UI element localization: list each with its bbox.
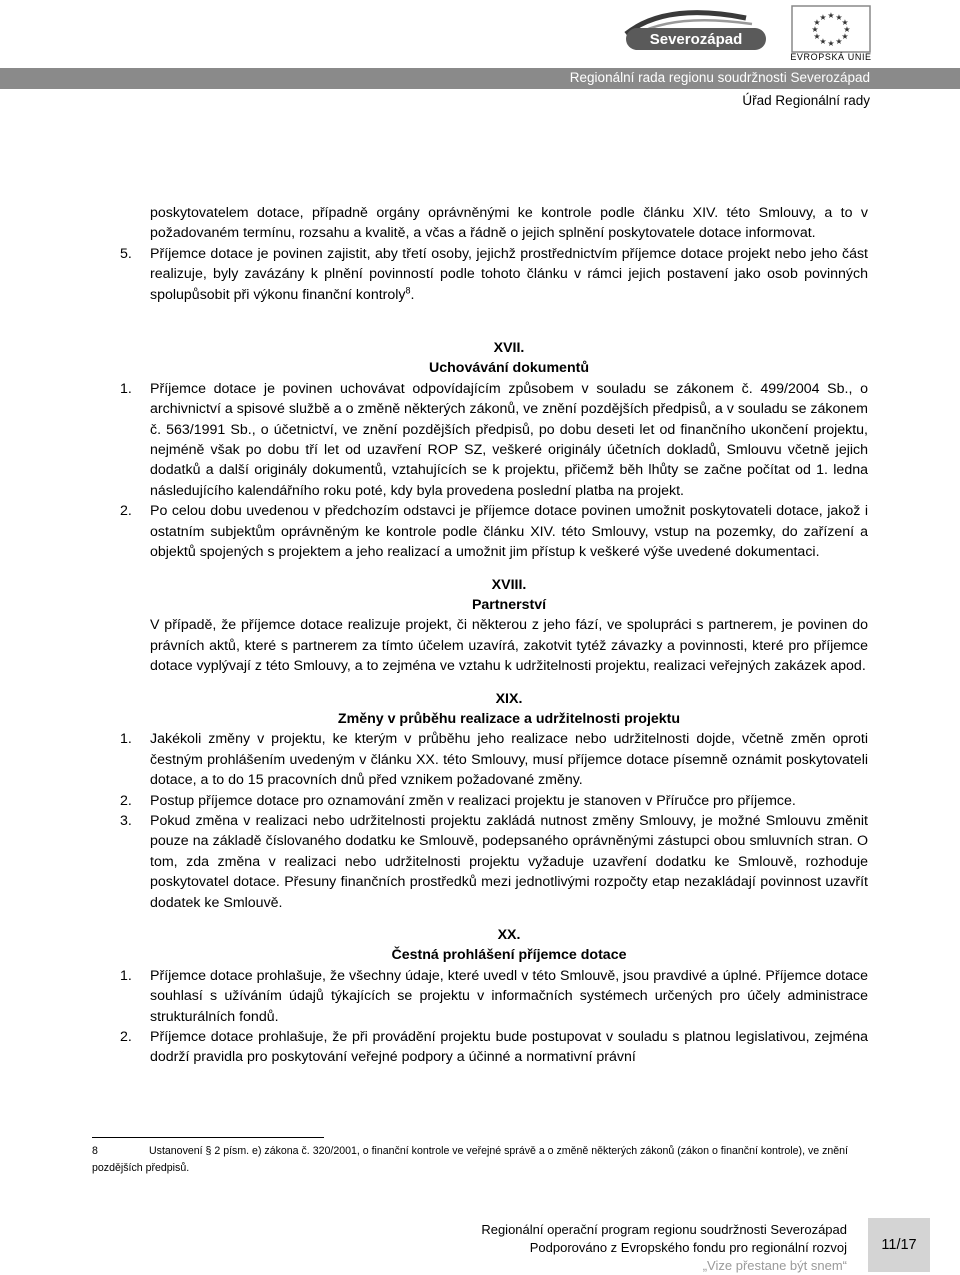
footnote-text: Ustanovení § 2 písm. e) zákona č. 320/2001, o finanční kontrole ve veřejné správě a o změně některých zákonů (zákon o finanční kontrole), ve znění pozdějších předpisů. [92,1145,849,1174]
svg-text:★: ★ [819,13,827,22]
svg-text:★: ★ [819,37,827,46]
list-item [120,379,868,501]
item-text: Příjemce dotace prohlašuje, že při provádění projektu bude postupovat v souladu s platnou legislativou, zejména dodrží pravidla pro poskytování veřejné podpory a účinné a normativní právní [150,1029,868,1066]
list-item [120,966,868,1027]
svg-text:★: ★ [827,11,835,20]
header-office: Úřad Regionální rady [742,93,870,108]
section-title: Uchovávání dokumentů [428,360,590,377]
item-text: Příjemce dotace je povinen zajistit, aby třetí osoby, jejichž prostřednictvím příjemce dotace projekt nebo jeho část realizuje, byly zavázány k plnění povinností podle tohoto článku v rámci jejich postavení jako osob povinných spolupůsobit při výkonu finanční kontroly [150,245,868,303]
item-tail: . [410,286,415,303]
section-paragraph: V případě, že příjemce dotace realizuje projekt, či některou z jeho fází, ve spolupráci s partnerem, je povinen do právních aktů, které s partnerem za tímto účelem uzavírá, zakotvit tytéž závazky a povinnosti, které pro příjemce dotace vyplývají z této Smlouvy, a to zejména ve vztahu k udržitelnosti projektu, realizaci veřejných zakázek apod. [150,617,868,675]
svg-text:★: ★ [813,18,821,27]
item-number: 2. [120,503,132,520]
item-text: Příjemce dotace prohlašuje, že všechny údaje, které uvedl v této Smlouvě, jsou pravdivé a úplné. Příjemce dotace souhlasí s užíváním údajů týkajících se projektu v informačních systémech určených pro účely administrace strukturálních fondů. [150,967,868,1025]
page-number: 11/17 [868,1218,930,1272]
header-organization: Regionální rada regionu soudržnosti Severozápad [569,70,870,85]
footer-slogan: „Vize přestane být snem“ [702,1258,847,1273]
section-title: Partnerství [471,596,547,613]
footer-program: Regionální operační program regionu soudržnosti Severozápad [481,1222,847,1237]
section-number: XX. [497,927,521,943]
svg-text:★: ★ [841,32,849,41]
section-title: Změny v průběhu realizace a udržitelnosti projektu [337,710,681,727]
item-number: 5. [120,245,132,262]
footnote [92,1143,882,1177]
paragraph-continuation: poskytovatelem dotace, případně orgány oprávněnými ke kontrole podle článku XIV. této Smlouvy, a to v požadovaném termínu, rozsahu a kvalitě, a včas a řádně o jejich splnění poskytovatele dotace informovat. [150,205,868,242]
section-number: XVIII. [491,576,527,593]
item-number: 1. [120,967,132,984]
list-item [120,791,868,811]
item-text: Postup příjemce dotace pro oznamování změn v realizaci projektu je stanoven v Příručce pro příjemce. [150,792,796,809]
svg-text:★: ★ [835,37,843,46]
list-item [120,501,868,562]
item-text: Po celou dobu uvedenou v předchozím odstavci je příjemce dotace povinen umožnit poskytovateli dotace, jakož i ostatním subjektům oprávněným ke kontrole podle článku XIV. této Smlouvy, vstup na pozemky, do zařízení a objektů spojených s projektem a jeho realizací a umožnit jim přístup k veškeré výše uvedené dokumentaci. [150,503,868,561]
item-text: Příjemce dotace je povinen uchovávat odpovídajícím způsobem v souladu se zákonem č. 499/2004 Sb., o archivnictví a spisové službě a o změně některých zákonů, ve znění pozdějších předpisů, a v souladu se zákonem č. 563/1991 Sb., o účetnictví, ve znění pozdějších předpisů, po dobu deseti let od finančního ukončení projektu, nejméně však po dobu tří let od uzavření ROP SZ, veškeré originály účetních dokladů, Smlouvu včetně jejich dodatků a další originály dokumentů, vztahujících se k projektu, přičemž běh lhůty se začne počítat od 1. ledna následujícího kalendářního roku poté, kdy byla provedena poslední platba na projekt. [150,380,868,499]
svg-text:★: ★ [813,32,821,41]
logo-text: Severozápad [649,31,743,48]
svg-text:★: ★ [841,18,849,27]
footnote-number: 8 [92,1145,98,1157]
list-item [120,1027,868,1068]
svg-text:★: ★ [811,25,819,34]
footnote-ref: 8 [405,284,411,295]
item-number: 3. [120,812,132,829]
item-number: 2. [120,792,132,809]
section-title: Čestná prohlášení příjemce dotace [391,947,627,964]
footnote-divider [92,1137,324,1138]
severozapad-logo [606,4,776,64]
list-item-5 [120,244,868,305]
list-item [120,729,868,790]
section-number: XVII. [493,340,525,357]
item-number: 1. [120,731,132,748]
document-body [120,203,868,1068]
item-text: Pokud změna v realizaci nebo udržitelnosti projektu zakládá nutnost změny Smlouvy, je možné Smlouvu změnit pouze na základě číslovaného dodatku ke Smlouvě, podepsaného oprávněnými zástupci obou smluvních stran. O tom, zda změna v realizaci nebo udržitelnosti projektu vyžaduje uzavření dodatku ke Smlouvě, rozhoduje poskytovatel dotace. Přesuny finančních prostředků mezi jednotlivými rozpočty etap nezakládají povinnost uzavřít dodatek ke Smlouvě. [150,812,868,911]
item-text: Jakékoli změny v projektu, ke kterým v průběhu jeho realizace nebo udržitelnosti dojde, včetně změn oproti čestným prohlášením uvedeným v článku XX. této Smlouvy, musí příjemce dotace písemně oznámit poskytovateli dotace, a to do 15 pracovních dnů před vznikem požadované změny. [150,731,868,789]
section-number: XIX. [495,690,523,707]
svg-text:★: ★ [835,13,843,22]
eu-label: EVROPSKÁ UNIE [790,52,872,62]
list-item [120,811,868,913]
footer-funding: Podporováno z Evropského fondu pro regionální rozvoj [529,1240,847,1255]
item-number: 1. [120,380,132,397]
item-number: 2. [120,1029,132,1046]
svg-text:★: ★ [827,39,835,48]
svg-text:★: ★ [843,25,851,34]
footer [481,1221,847,1275]
